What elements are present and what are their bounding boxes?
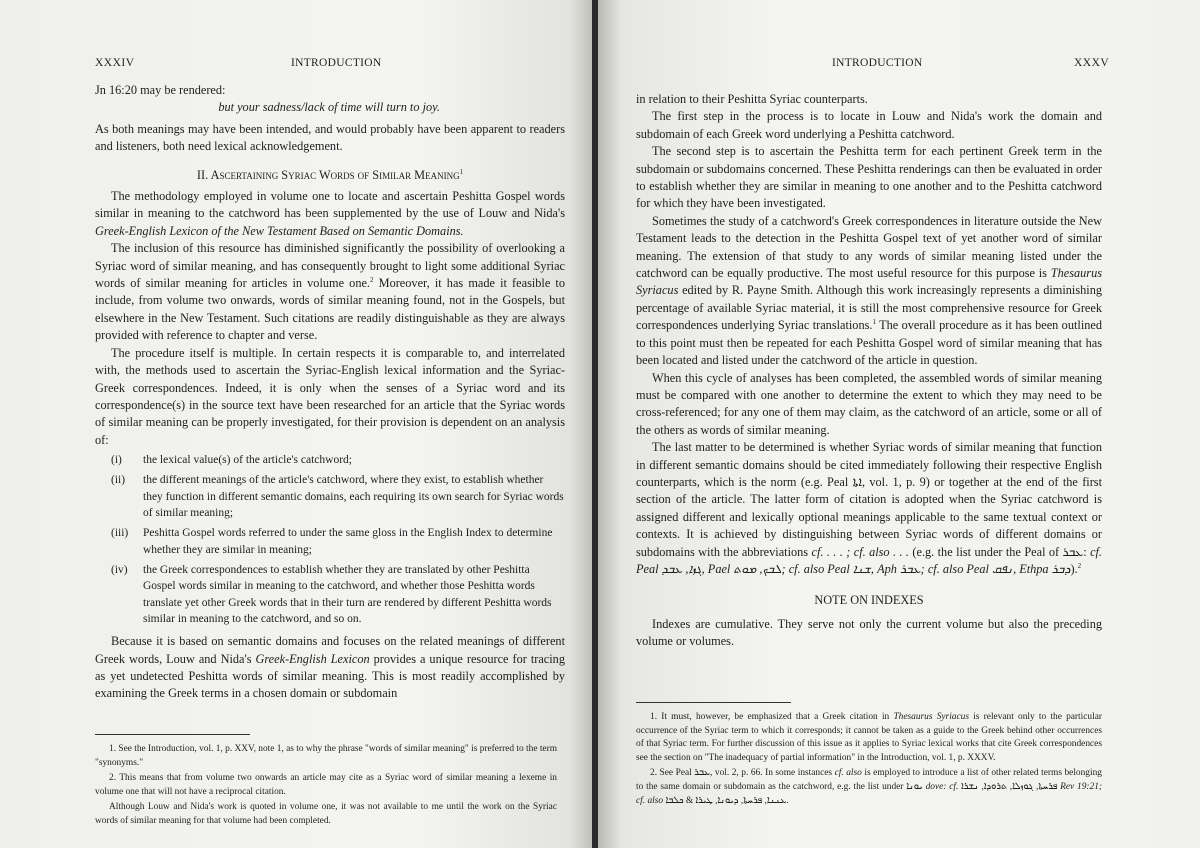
item-number: (ii) bbox=[111, 474, 126, 487]
text-run: 1. It must, however, be emphasized that a Greek citation in bbox=[650, 712, 894, 722]
paragraph: The procedure itself is multiple. In certain respects it is comparable to, and interrelated with, the methods used to ascertain the Syriac-English lexical information and the Syriac-Greek correspondences. Indeed, it is only when the senses of a Syriac word and its correspondence(s) in the source text have been researched for an article that the Syriac words of similar meaning can be properly investigated, for their provision is dependent on an analysis of: bbox=[95, 345, 565, 447]
text-run: provides a unique resource for tracing as yet undetected Peshitta words of similar meaning. This is most readily accomplished by examining the Greek terms in a chosen domain or subdomain bbox=[95, 651, 565, 701]
book-title: Greek-English Lexicon bbox=[255, 651, 370, 666]
item-text: the different meanings of the article's catchword, where they exist, to establish whether they function in different semantic domains, each requiring its own search for Syriac words of similar meaning; bbox=[143, 474, 564, 520]
footnotes-right bbox=[636, 702, 1102, 810]
gloss: dove: cf. bbox=[925, 781, 959, 792]
paragraph: The second step is to ascertain the Peshitta term for each pertinent Greek term in the subdomain or subdomains concerned. These Peshitta renderings can then be evaluated in order to establish whether they are similar in meaning to one another and to the Peshitta catchword for which they have been investigated. bbox=[636, 144, 1102, 211]
right-column bbox=[636, 91, 1102, 651]
footnote-ref: 1 bbox=[872, 318, 876, 327]
footnote bbox=[636, 711, 1102, 765]
abbreviation: cf. . . . ; cf. also . . . bbox=[811, 544, 909, 559]
text-run: is relevant only to the particular occurrence of the Syriac term to which it corresponds; it cannot be taken as a guide to the Greek behind other occurrences of that Syriac term. For further discussion of this issue as it applies to Syriac lexical works that cite Greek correspondences see the section on "The inadequacy of partial information" in the Introduction, vol. 1, p. XXXV. bbox=[636, 712, 1102, 763]
running-head-left: INTRODUCTION bbox=[291, 57, 382, 69]
text-run: The overall procedure as it has been outlined to this point must then be repeated for each Peshitta Gospel word of similar meaning that has been located and listed under the catchword of the article in question. bbox=[636, 318, 1102, 368]
book-title: Thesaurus Syriacus bbox=[893, 712, 969, 722]
paragraph: Indexes are cumulative. They serve not only the current volume but also the preceding volume or volumes. bbox=[636, 616, 1102, 649]
paragraph: The first step in the process is to locate in Louw and Nida's work the domain and subdomain of each Greek word underlying a Peshitta catchword. bbox=[636, 109, 1102, 141]
item-number: (iii) bbox=[111, 527, 129, 540]
footnote-ref: 1 bbox=[459, 167, 464, 176]
list-item bbox=[95, 562, 565, 627]
list-item bbox=[95, 452, 565, 468]
paragraph bbox=[636, 439, 1102, 578]
folio-left: XXXIV bbox=[95, 57, 135, 69]
section-heading-text: II. Ascertaining Syriac Words of Similar Meaning bbox=[196, 167, 460, 182]
list-item bbox=[95, 472, 565, 521]
item-text: the Greek correspondences to establish whether they are translated by other Peshitta Gospel words similar in meaning to the catchword, and whether those Peshitta words translate yet other Greek words that in their turn are rendered by different Peshitta words similar in meaning to the catchword, and so on. bbox=[143, 563, 552, 625]
paragraph bbox=[95, 240, 565, 344]
item-text: the lexical value(s) of the article's catchword; bbox=[143, 454, 352, 467]
paragraph bbox=[636, 213, 1102, 370]
text-run: ܦܪܚܬܐ, ܓܘܙܠܐ, ܬܪܘܕܐ, ܢܫܪܐ bbox=[958, 781, 1061, 792]
text-run: (e.g. the list under the Peal of ܥܒܪ: bbox=[909, 544, 1091, 559]
footnote: 1. See the Introduction, vol. 1, p. XXV, note 1, as to why the phrase "words of similar meaning" is preferred to the term "synonyms." bbox=[95, 744, 558, 768]
running-head-right: INTRODUCTION bbox=[832, 57, 923, 69]
paragraph: When this cycle of analyses has been completed, the assembled words of similar meaning must be compared with one another to determine the extent to which they may need to be cross-referenced; for any one of them may claim, as the catchword of an article, some or all of the others as words of similar meaning. bbox=[636, 370, 1102, 437]
lead-line: Jn 16:20 may be rendered: bbox=[95, 83, 226, 97]
item-number: (i) bbox=[111, 454, 122, 467]
section-heading: NOTE ON INDEXES bbox=[814, 593, 924, 608]
text-run: The inclusion of this resource has diminished significantly the possibility of overlooking a Syriac word of similar meaning, and has consequently brought to light some additional Syriac words of similar meaning for articles in volume one. bbox=[95, 241, 565, 291]
footnotes-left bbox=[95, 734, 557, 831]
text-run: Moreover, it has made it feasible to include, from volume two onwards, words of similar meaning found, not in the Gospels, but elsewhere in the New Testament. Such citations are readily distinguishable as they are always provided with reference to chapter and verse. bbox=[95, 276, 565, 343]
book-title: Greek-English Lexicon of the New Testament Based on Semantic Domains. bbox=[95, 223, 464, 238]
footnote: Although Louw and Nida's work is quoted in volume one, it was not available to me until the work on the Syriac words of similar meaning for that volume had been completed. bbox=[95, 802, 557, 826]
text-run: Sometimes the study of a catchword's Greek correspondences in literature outside the New Testament leads to the detection in the Peshitta Gospel text of yet another word of similar meaning. The extension of that study to any words of similar meaning listed under the catchword can be equally productive. The most useful resource for this purpose is bbox=[636, 213, 1102, 281]
left-page bbox=[0, 0, 594, 848]
text-run: ). bbox=[1070, 561, 1078, 576]
footnote bbox=[636, 767, 1102, 808]
text-run: ܥܢܢܐ, ܦܪܚܬܐ, ܕܝܘܢܐ, ܛܝܪܐ & ܟܠܒܐ. bbox=[663, 795, 789, 806]
text-run: is employed to introduce a list of other related terms belonging to the same domain or subdomain as the catchword, e.g. the list under ܝܘܢܐ bbox=[636, 768, 1102, 792]
reference: Rev 19:21; cf. also bbox=[636, 781, 1103, 806]
footnote-rule bbox=[95, 734, 250, 735]
footnote-ref: 2 bbox=[1077, 561, 1082, 570]
folio-right: XXXV bbox=[1074, 57, 1110, 69]
section-heading bbox=[95, 167, 565, 184]
footnote-rule bbox=[636, 702, 791, 703]
criteria-list bbox=[95, 452, 565, 627]
footnote-ref: 2 bbox=[370, 275, 374, 284]
list-item bbox=[95, 525, 565, 558]
quotation: but your sadness/lack of time will turn to joy. bbox=[218, 100, 440, 115]
text-run: 2. See Peal ܥܒܪ, vol. 2, p. 66. In some instances bbox=[650, 768, 835, 779]
right-page bbox=[598, 0, 1200, 848]
text-run: Because it is based on semantic domains and focuses on the related meanings of different Greek words, Louw and Nida's bbox=[95, 634, 565, 666]
paragraph bbox=[95, 633, 565, 703]
abbreviation: cf. also bbox=[834, 768, 862, 779]
text-run: The methodology employed in volume one to locate and ascertain Peshitta Gospel words similar in meaning to the catchword has been supplemented by the use of Louw and Nida's bbox=[95, 189, 565, 221]
syriac-list: cf. Peal ܓܙܐ, ܥܒܕ, Pael ܠܒܟ, ܡܘܬ; cf. also Peal ܫܢܐ, Aph ܥܒܪ; cf. also Peal ܢܦܩ, Ethpa ܕܒܪ bbox=[636, 544, 1103, 576]
footnote: 2. This means that from volume two onwards an article may cite as a Syriac word of similar meaning a lexeme in volume one that will not have a reciprocal citation. bbox=[95, 773, 557, 797]
item-number: (iv) bbox=[111, 563, 128, 576]
paragraph: As both meanings may have been intended, and would probably have been apparent to readers and listeners, both need lexical acknowledgement. bbox=[95, 121, 565, 154]
text-run: The last matter to be determined is whether Syriac words of similar meaning that function in different semantic domains should be cited immediately following their respective English counterparts, which is the norm (e.g. Peal ܐܬܐ, vol. 1, p. 9) or together at the end of the first section of the article. The latter form of citation is adopted when the Syriac catchword is assigned different and lexically optional meanings applicable to the same textual context or contexts. It is achieved by distinguishing between Syriac words of different domains or subdomains with the abbreviations bbox=[636, 440, 1103, 559]
book-title: Thesaurus Syriacus bbox=[636, 266, 1102, 298]
paragraph bbox=[95, 188, 565, 240]
paragraph: in relation to their Peshitta Syriac counterparts. bbox=[636, 92, 868, 106]
item-text: Peshitta Gospel words referred to under the same gloss in the English Index to determine whether they are similar in meaning; bbox=[143, 527, 553, 556]
text-run: edited by R. Payne Smith. Although this work increasingly represents a diminishing percentage of available Syriac material, it is still the most comprehensive resource for Greek correspondences underlying Syriac translations. bbox=[636, 283, 1102, 333]
left-column bbox=[95, 82, 565, 703]
